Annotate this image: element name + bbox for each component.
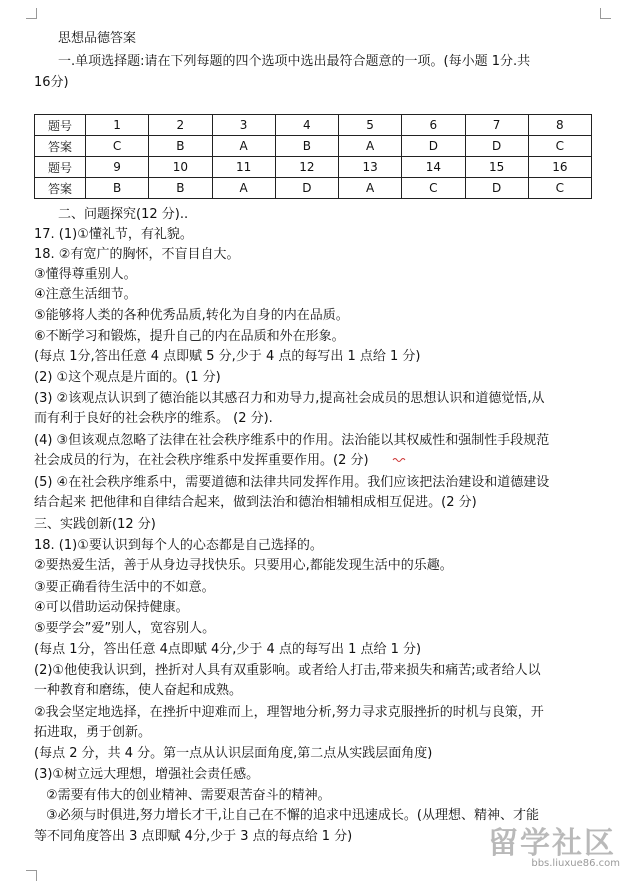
- text-line: ⑤能够将人类的各种优秀品质,转化为自身的内在品质。: [34, 308, 349, 323]
- text-line: (3) ②该观点认识到了德治能以其感召力和劝导力,提高社会成员的思想认识和道德觉悟,从: [34, 391, 545, 406]
- squiggle-mark: [392, 456, 406, 464]
- text-line: ④注意生活细节。: [34, 287, 137, 302]
- text-line: ③要正确看待生活中的不如意。: [34, 580, 215, 595]
- text-line: ②要热爱生活，善于从身边寻找快乐。只要用心,都能发现生活中的乐趣。: [34, 558, 453, 573]
- text-line: 结合起来 把他律和自律结合起来，做到法治和德治相辅相成相互促进。(2 分): [34, 495, 477, 510]
- scoring-note: (每点 1分,答出任意 4 点即赋 5 分,少于 4 点的每写出 1 点给 1 分): [34, 349, 421, 364]
- scoring-note: (每点 1分，答出任意 4点即赋 4分,少于 4 点的每写出 1 点给 1 分): [34, 642, 422, 657]
- table-cell: D: [465, 136, 528, 157]
- table-row: [35, 157, 592, 178]
- section1-instructions: 一.单项选择题:请在下列每题的四个选项中选出最符合题意的一项。(每小题 1分.共: [58, 54, 531, 69]
- table-cell: D: [275, 178, 338, 199]
- text-line: 社会成员的行为，在社会秩序维系中发挥重要作用。(2 分): [34, 453, 369, 468]
- table-cell: 6: [402, 115, 465, 136]
- table-cell: B: [275, 136, 338, 157]
- table-cell: 2: [149, 115, 212, 136]
- text-line: 一种教育和磨练，使人奋起和成熟。: [34, 683, 243, 698]
- table-cell: 9: [86, 157, 149, 178]
- table-cell: D: [465, 178, 528, 199]
- table-cell: 1: [86, 115, 149, 136]
- table-cell: A: [339, 178, 402, 199]
- table-cell: 14: [402, 157, 465, 178]
- table-row: [35, 115, 592, 136]
- answer-table: [34, 114, 592, 199]
- table-cell: 答案: [35, 136, 86, 157]
- text-line: ⑥不断学习和锻炼，提升自己的内在品质和外在形象。: [34, 329, 345, 344]
- table-cell: 答案: [35, 178, 86, 199]
- table-cell: C: [528, 136, 591, 157]
- table-cell: B: [86, 178, 149, 199]
- table-cell: 11: [212, 157, 275, 178]
- table-cell: 12: [275, 157, 338, 178]
- text-line: ②需要有伟大的创业精神、需要艰苦奋斗的精神。: [46, 788, 331, 803]
- table-cell: A: [212, 178, 275, 199]
- table-cell: 4: [275, 115, 338, 136]
- text-line: (4) ③但该观点忽略了法律在社会秩序维系中的作用。法治能以其权威性和强制性手段规范: [34, 433, 550, 448]
- table-cell: 7: [465, 115, 528, 136]
- table-cell: 5: [339, 115, 402, 136]
- text-line: (2) ①这个观点是片面的。(1 分): [34, 370, 221, 385]
- text-line: ③懂得尊重别人。: [34, 267, 137, 282]
- section1-instructions-cont: 16分): [34, 75, 69, 90]
- text-line: 拓进取，勇于创新。: [34, 725, 152, 740]
- text-line: 18. ②有宽广的胸怀，不盲目自大。: [34, 247, 240, 262]
- watermark-logo: 留学社区: [488, 826, 616, 861]
- text-line: ③必须与时俱进,努力增长才干,让自己在不懈的追求中迅速成长。(从理想、精神、才能: [46, 808, 539, 823]
- table-cell: 8: [528, 115, 591, 136]
- table-cell: B: [149, 178, 212, 199]
- section2-heading: 二、问题探究(12 分)..: [58, 207, 189, 222]
- table-cell: D: [402, 136, 465, 157]
- text-line: 而有利于良好的社会秩序的维系。 (2 分).: [34, 411, 273, 426]
- table-cell: 13: [339, 157, 402, 178]
- text-line: (2)①他使我认识到，挫折对人具有双重影响。或者给人打击,带来损失和痛苦;或者给人以: [34, 663, 541, 678]
- doc-title: 思想品德答案: [58, 31, 137, 46]
- text-line: 18. (1)①要认识到每个人的心态都是自己选择的。: [34, 538, 323, 553]
- table-cell: C: [402, 178, 465, 199]
- table-cell: 10: [149, 157, 212, 178]
- text-line: 17. (1)①懂礼节，有礼貌。: [34, 227, 193, 242]
- table-cell: 16: [528, 157, 591, 178]
- scoring-note: (每点 2 分，共 4 分。第一点从认识层面角度,第二点从实践层面角度): [34, 746, 433, 761]
- table-cell: 题号: [35, 115, 86, 136]
- scoring-note: 等不同角度答出 3 点即赋 4分,少于 3 点的每点给 1 分): [34, 829, 353, 844]
- table-cell: A: [212, 136, 275, 157]
- table-cell: 3: [212, 115, 275, 136]
- table-cell: 题号: [35, 157, 86, 178]
- text-line: ②我会坚定地选择，在挫折中迎难而上，理智地分析,努力寻求克服挫折的时机与良策，开: [34, 705, 544, 720]
- table-cell: C: [528, 178, 591, 199]
- corner-mark-bottom-left: [26, 870, 37, 881]
- table-cell: 15: [465, 157, 528, 178]
- watermark-url: bbs.liuxue86.com: [531, 858, 620, 869]
- text-line: (3)①树立远大理想，增强社会责任感。: [34, 767, 260, 782]
- table-cell: B: [149, 136, 212, 157]
- text-line: ⑤要学会”爱”别人，宽容别人。: [34, 621, 216, 636]
- corner-mark-top-right: [600, 8, 611, 19]
- text-line: ④可以借助运动保持健康。: [34, 600, 189, 615]
- corner-mark-top-left: [26, 8, 37, 19]
- text-line: (5) ④在社会秩序维系中，需要道德和法律共同发挥作用。我们应该把法治建设和道德建设: [34, 475, 550, 490]
- table-row: [35, 136, 592, 157]
- table-cell: A: [339, 136, 402, 157]
- table-row: [35, 178, 592, 199]
- table-cell: C: [86, 136, 149, 157]
- section3-heading: 三、实践创新(12 分): [34, 517, 156, 532]
